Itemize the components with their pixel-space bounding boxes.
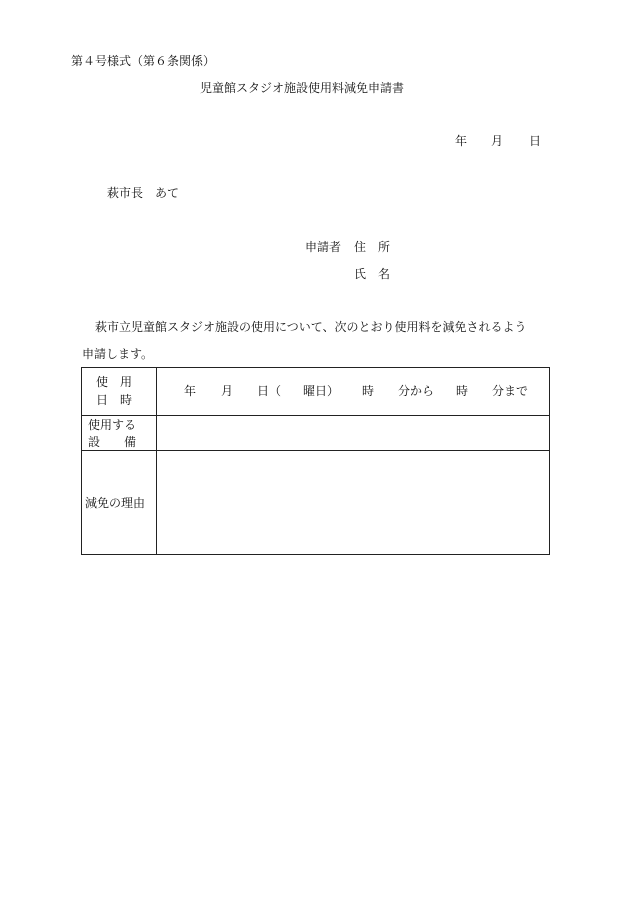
usage-label-top: 使 用 bbox=[96, 375, 133, 389]
usage-start-hour-label: 時 bbox=[362, 384, 375, 398]
usage-end-minute-label: 分まで bbox=[492, 384, 529, 398]
document-title: 児童館スタジオ施設使用料減免申請書 bbox=[200, 81, 405, 95]
date-day-label: 日 bbox=[529, 134, 542, 148]
equipment-label-top: 使用する bbox=[88, 418, 137, 432]
reduction-reason-label: 減免の理由 bbox=[85, 496, 146, 510]
applicant-label: 申請者 bbox=[305, 240, 342, 254]
table-row-divider-2 bbox=[82, 450, 549, 451]
usage-label-bottom: 日 時 bbox=[96, 393, 133, 407]
usage-end-hour-label: 時 bbox=[456, 384, 469, 398]
applicant-name-label: 氏 名 bbox=[354, 267, 391, 281]
usage-start-minute-label: 分から bbox=[398, 384, 435, 398]
body-text-line2: 申請します。 bbox=[82, 347, 154, 361]
equipment-label-bottom: 設 備 bbox=[88, 435, 137, 449]
usage-day-label: 日（ bbox=[257, 384, 282, 398]
applicant-address-label: 住 所 bbox=[354, 240, 391, 254]
date-month-label: 月 bbox=[491, 134, 504, 148]
form-number: 第４号様式（第６条関係） bbox=[71, 54, 216, 68]
application-table bbox=[81, 367, 550, 555]
usage-month-label: 月 bbox=[221, 384, 234, 398]
date-year-label: 年 bbox=[455, 134, 468, 148]
usage-year-label: 年 bbox=[184, 384, 197, 398]
table-row-divider-1 bbox=[82, 415, 549, 416]
body-text-line1: 萩市立児童館スタジオ施設の使用について、次のとおり使用料を減免されるよう bbox=[95, 320, 527, 334]
table-column-divider bbox=[156, 368, 157, 554]
usage-weekday-label: 曜日） bbox=[303, 384, 340, 398]
addressee: 萩市長 あて bbox=[107, 186, 180, 200]
